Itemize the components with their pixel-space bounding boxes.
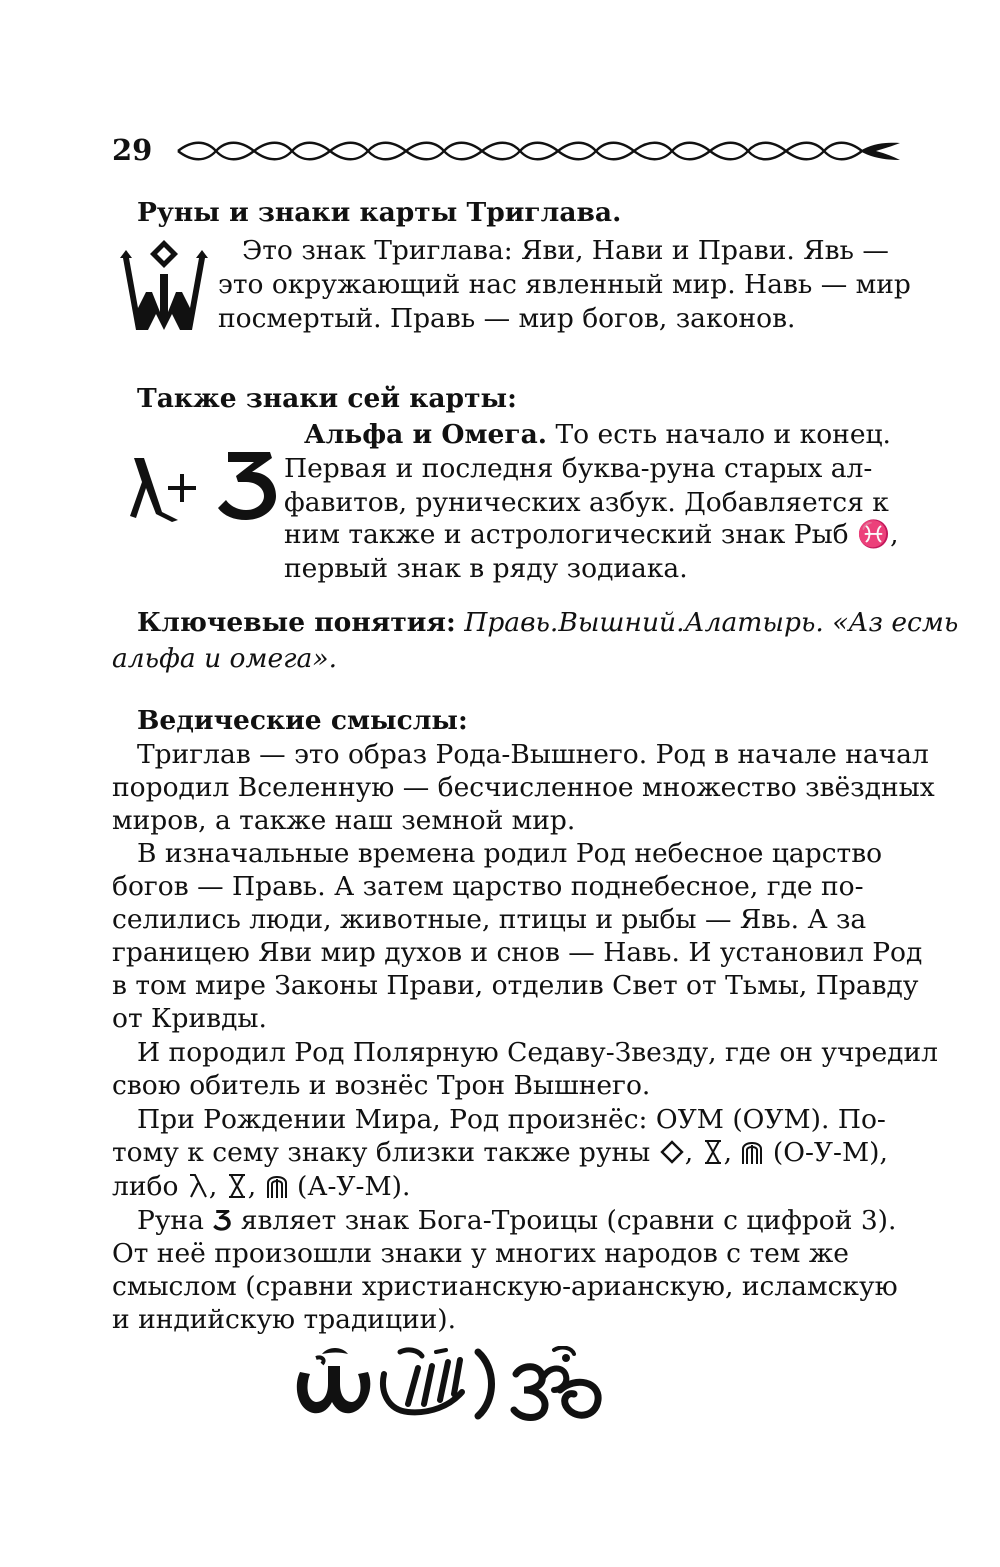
text-line: границею Яви мир духов и снов — Навь. И установил Род bbox=[112, 937, 923, 968]
alpha-rune-icon bbox=[128, 454, 208, 524]
text-line: от Кривды. bbox=[112, 1003, 267, 1034]
text-fragment: , bbox=[723, 1137, 732, 1168]
text-line: в том мире Законы Прави, отделив Свет от Тьмы, Правду bbox=[112, 970, 919, 1001]
section-heading-signs: Также знаки сей карты: bbox=[137, 383, 517, 414]
text-line: И породил Род Полярную Седаву-Звезду, где он учредил bbox=[137, 1037, 938, 1068]
text-line: фавитов, рунических азбук. Добавляется к bbox=[284, 487, 889, 518]
section-heading-vedic: Ведические смыслы: bbox=[137, 705, 468, 736]
text-line: это окружающий нас явленный мир. Навь — мир bbox=[218, 269, 911, 300]
key-concepts-line bbox=[137, 606, 958, 639]
text-line bbox=[112, 1170, 410, 1203]
text-fragment: (А-У-М). bbox=[297, 1171, 411, 1202]
allah-calligraphy-icon bbox=[378, 1344, 498, 1422]
christian-arian-symbol-icon bbox=[292, 1344, 378, 1420]
o-rune-icon bbox=[659, 1139, 685, 1165]
u-rune-icon bbox=[226, 1173, 248, 1199]
rope-ornament-icon bbox=[172, 136, 904, 166]
key-concepts-value: Правь.Вышний.Алатырь. «Аз есмь bbox=[464, 607, 959, 638]
text-line bbox=[304, 418, 891, 451]
text-fragment: являет знак Бога-Троицы (сравни с цифрой 3). bbox=[240, 1205, 897, 1236]
text-fragment: , bbox=[208, 1171, 218, 1202]
text-line: и индийскую традиции). bbox=[112, 1304, 457, 1335]
text-line bbox=[284, 518, 899, 551]
text-line: первый знак в ряду зодиака. bbox=[284, 553, 688, 584]
text-line: посмертый. Правь — мир богов, законов. bbox=[218, 303, 796, 334]
om-symbol-icon bbox=[510, 1346, 602, 1422]
text-line: свою обитель и вознёс Трон Вышнего. bbox=[112, 1070, 651, 1101]
key-concepts-label: Ключевые понятия: bbox=[137, 607, 456, 638]
omega-rune-icon bbox=[214, 448, 280, 522]
text-line: богов — Правь. А затем царство поднебесное, где по- bbox=[112, 871, 864, 902]
m-rune-icon bbox=[265, 1173, 289, 1199]
text-fragment: ним также и астрологический знак Рыб bbox=[284, 519, 849, 550]
a-rune-icon bbox=[187, 1173, 209, 1199]
page-number: 29 bbox=[112, 133, 153, 167]
text-line: миров, а также наш земной мир. bbox=[112, 805, 576, 836]
pisces-sign-icon: ♓ bbox=[857, 519, 891, 550]
text-line: Триглав — это образ Рода-Вышнего. Род в начале начал bbox=[137, 739, 929, 770]
alpha-omega-rest: То есть начало и конец. bbox=[555, 419, 891, 450]
text-line bbox=[137, 1204, 896, 1237]
text-fragment: , bbox=[684, 1137, 694, 1168]
u-rune-icon bbox=[702, 1139, 724, 1165]
key-concepts-value: альфа и омега». bbox=[112, 643, 337, 674]
text-line bbox=[112, 1136, 888, 1169]
text-fragment: (О-У-М), bbox=[772, 1137, 888, 1168]
text-line: селились люди, животные, птицы и рыбы — Явь. А за bbox=[112, 904, 867, 935]
text-fragment: Руна bbox=[137, 1205, 204, 1236]
text-line: При Рождении Мира, Род произнёс: ОУМ (ОУМ). По- bbox=[137, 1104, 886, 1135]
triglav-rune-icon bbox=[116, 238, 212, 334]
text-line: В изначальные времена родил Род небесное царство bbox=[137, 838, 883, 869]
plus-sign bbox=[168, 474, 196, 502]
text-line: смыслом (сравни христианскую-арианскую, исламскую bbox=[112, 1271, 898, 1302]
omega-rune-icon bbox=[212, 1207, 232, 1233]
text-line: От неё произошли знаки у многих народов с тем же bbox=[112, 1238, 849, 1269]
text-fragment: , bbox=[247, 1171, 257, 1202]
text-line: породил Вселенную — бесчисленное множество звёздных bbox=[112, 772, 935, 803]
alpha-omega-title: Альфа и Омега. bbox=[304, 419, 548, 450]
text-line: Это знак Триглава: Яви, Нави и Прави. Явь — bbox=[242, 235, 889, 266]
text-line: Первая и последня буква-руна старых ал- bbox=[284, 453, 873, 484]
section-heading-triglav: Руны и знаки карты Триглава. bbox=[137, 197, 622, 228]
m-rune-icon bbox=[740, 1139, 764, 1165]
text-fragment: либо bbox=[112, 1171, 179, 1202]
text-fragment: тому к сему знаку близки также руны bbox=[112, 1137, 651, 1168]
text-fragment: , bbox=[890, 519, 899, 550]
